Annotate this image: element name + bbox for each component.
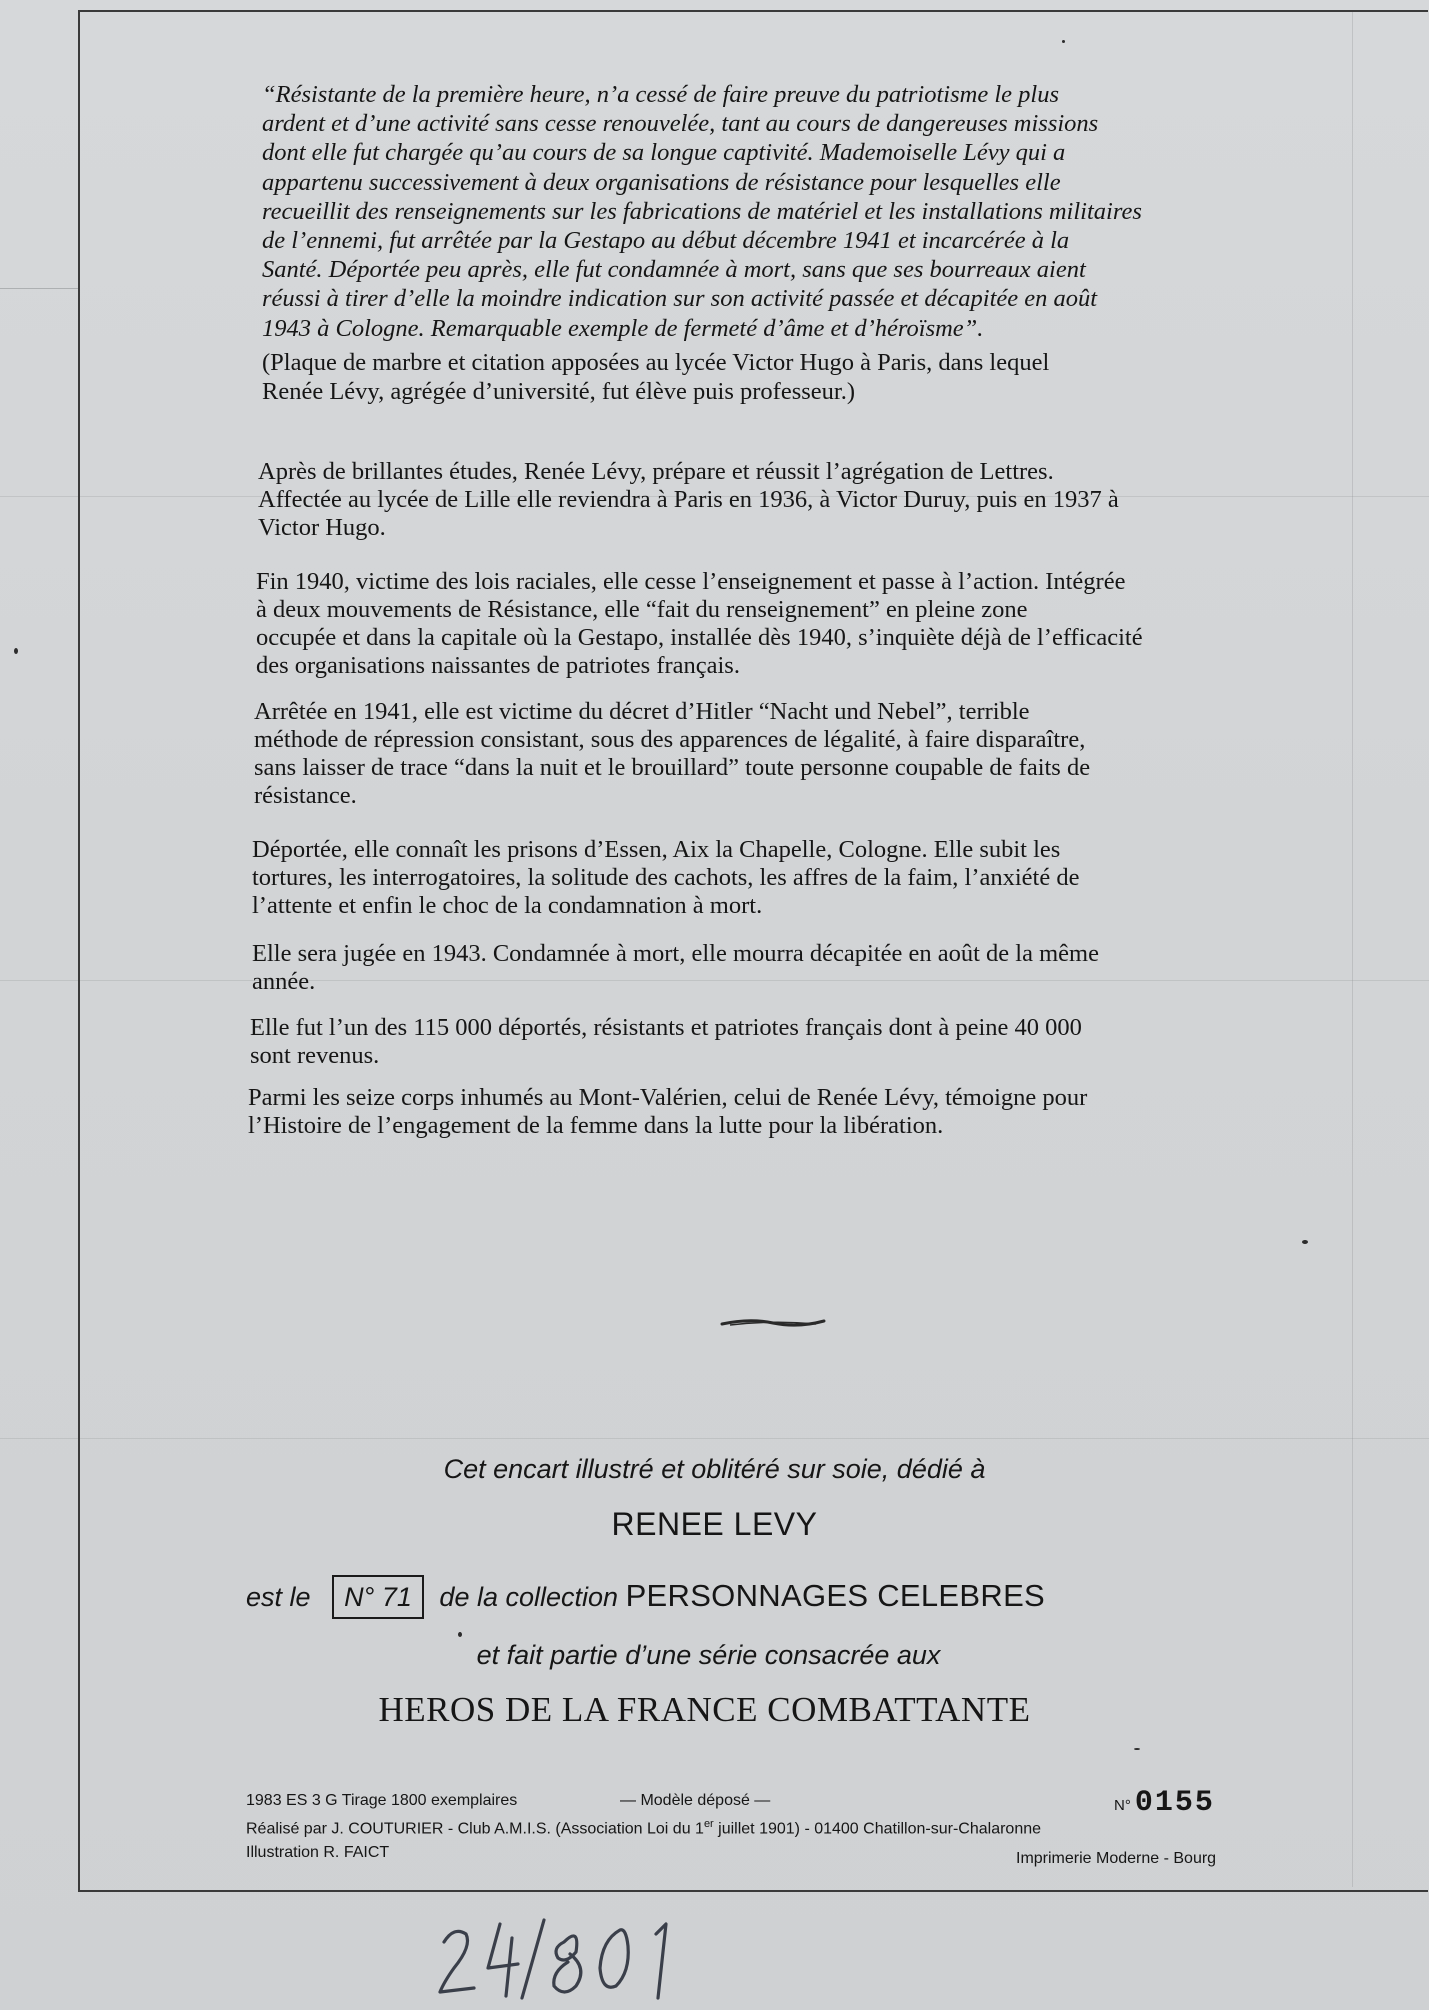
paragraph-line: Parmi les seize corps inhumés au Mont-Valérien, celui de Renée Lévy, témoigne pour <box>248 1084 1088 1111</box>
footer-print-run: 1983 ES 3 G Tirage 1800 exemplaires <box>246 1792 518 1809</box>
quote-line: réussi à tirer d’elle la moindre indication sur son activité passée et décapitée en août <box>262 285 1098 313</box>
paragraph-line: Fin 1940, victime des lois raciales, elle cesse l’enseignement et passe à l’action. Intégrée <box>256 568 1126 595</box>
paragraph-studies <box>258 458 1273 542</box>
paragraph-line: sont revenus. <box>250 1042 380 1069</box>
dust-speck <box>1302 1240 1308 1244</box>
series-name: HEROS DE LA FRANCE COMBATTANTE <box>378 1690 1031 1729</box>
serial-label: N° <box>1114 1797 1131 1814</box>
footer-model: — Modèle déposé — <box>620 1792 771 1809</box>
paragraph-judgement <box>252 940 1264 996</box>
quote-line: “Résistante de la première heure, n’a cessé de faire preuve du patriotisme le plus <box>262 81 1059 108</box>
paragraph-line: Affectée au lycée de Lille elle reviendra à Paris en 1936, à Victor Duruy, puis en 1937 à <box>258 486 1119 513</box>
footer-printer: Imprimerie Moderne - Bourg <box>1016 1850 1217 1867</box>
frame-bottom-border <box>78 1890 1428 1892</box>
paragraph-arrest <box>254 698 1270 810</box>
paragraph-line: Victor Hugo. <box>258 514 386 541</box>
dust-speck <box>458 1632 462 1637</box>
paragraph-line: Elle fut l’un des 115 000 déportés, résistants et patriotes français dont à peine 40 000 <box>250 1014 1082 1041</box>
dust-speck <box>14 648 18 654</box>
paragraph-line: l’attente et enfin le choc de la condamnation à mort. <box>252 892 763 919</box>
citation-quote <box>262 80 1282 343</box>
handwritten-number <box>430 1912 690 2002</box>
frame-top-border <box>78 10 1428 12</box>
footer-realisation <box>246 1818 1041 1838</box>
paragraph-line: à deux mouvements de Résistance, elle “fait du renseignement” en pleine zone <box>256 596 1028 623</box>
ruled-line <box>1352 12 1353 1887</box>
ruled-line <box>0 288 80 289</box>
dust-speck <box>1134 1748 1140 1750</box>
paragraph-line: tortures, les interrogatoires, la solitude des cachots, les affres de la faim, l’anxiété de <box>252 864 1080 891</box>
paragraph-line: Après de brillantes études, Renée Lévy, prépare et réussit l’agrégation de Lettres. <box>258 458 1054 485</box>
paragraph-deportation <box>252 836 1268 920</box>
footer-superscript: er <box>703 1818 714 1830</box>
serial-value: 0155 <box>1134 1786 1215 1820</box>
series-intro-line: et fait partie d’une série consacrée aux <box>476 1640 941 1670</box>
paragraph-line: des organisations naissantes de patriotes français. <box>256 652 740 679</box>
paragraph-resistance <box>256 568 1272 680</box>
quote-line: recueillit des renseignements sur les fabrications de matériel et les installations militaires <box>262 197 1142 225</box>
footer-realisation-text-end: juillet 1901) - 01400 Chatillon-sur-Chalaronne <box>713 1820 1042 1838</box>
caption-line: Renée Lévy, agrégée d’université, fut élève puis professeur.) <box>262 378 855 405</box>
collection-line <box>246 1575 1045 1619</box>
paragraph-line: année. <box>252 968 316 995</box>
quote-line: 1943 à Cologne. Remarquable exemple de fermeté d’âme et d’héroïsme”. <box>262 314 984 342</box>
paragraph-line: sans laisser de trace “dans la nuit et le brouillard” toute personne coupable de faits de <box>254 754 1091 781</box>
paragraph-line: Déportée, elle connaît les prisons d’Essen, Aix la Chapelle, Cologne. Elle subit les <box>252 836 1061 863</box>
quote-line: dont elle fut chargée qu’au cours de sa longue captivité. Mademoiselle Lévy qui a <box>262 139 1066 167</box>
footer-illustration: Illustration R. FAICT <box>246 1844 390 1861</box>
dust-speck <box>1062 40 1065 43</box>
paragraph-line: Elle sera jugée en 1943. Condamnée à mort, elle mourra décapitée en août de la même <box>252 940 1099 967</box>
dedication-line: Cet encart illustré et oblitéré sur soie, dédié à <box>443 1454 986 1484</box>
footer-realisation-text: Réalisé par J. COUTURIER - Club A.M.I.S. (Association Loi du 1 <box>246 1820 704 1838</box>
ruled-line <box>0 1438 1429 1439</box>
collection-number-box: N° 71 <box>332 1575 424 1619</box>
paragraph-line: occupée et dans la capitale où la Gestapo, installée dès 1940, s’inquiète déjà de l’efficacité <box>256 624 1143 651</box>
de-la-collection-text: de la collection <box>439 1582 619 1612</box>
frame-left-border <box>78 10 80 1890</box>
caption-line: (Plaque de marbre et citation apposées au lycée Victor Hugo à Paris, dans lequel <box>262 349 1050 376</box>
collection-name: PERSONNAGES CELEBRES <box>625 1578 1046 1613</box>
paragraph-line: l’Histoire de l’engagement de la femme dans la lutte pour la libération. <box>248 1112 944 1139</box>
quote-line: Santé. Déportée peu après, elle fut condamnée à mort, sans que ses bourreaux aient <box>262 256 1086 284</box>
honoree-name: RENEE LEVY <box>611 1506 818 1542</box>
plaque-caption <box>262 348 1274 406</box>
quote-line: appartenu successivement à deux organisations de résistance pour lesquelles elle <box>262 168 1061 196</box>
quote-line: ardent et d’une activité sans cesse renouvelée, tant au cours de dangereuses missions <box>262 110 1099 138</box>
paragraph-deportees <box>250 1014 1264 1070</box>
serial-number <box>1114 1786 1215 1820</box>
paragraph-mont-valerien <box>248 1084 1260 1140</box>
paragraph-line: méthode de répression consistant, sous des apparences de légalité, à faire disparaître, <box>254 726 1086 753</box>
quote-line: de l’ennemi, fut arrêtée par la Gestapo au début décembre 1941 et incarcérée à la <box>262 227 1070 255</box>
paragraph-line: résistance. <box>254 782 357 809</box>
paragraph-line: Arrêtée en 1941, elle est victime du décret d’Hitler “Nacht und Nebel”, terrible <box>254 698 1030 725</box>
ornament-divider <box>720 1316 826 1330</box>
est-le-text: est le <box>246 1582 311 1612</box>
